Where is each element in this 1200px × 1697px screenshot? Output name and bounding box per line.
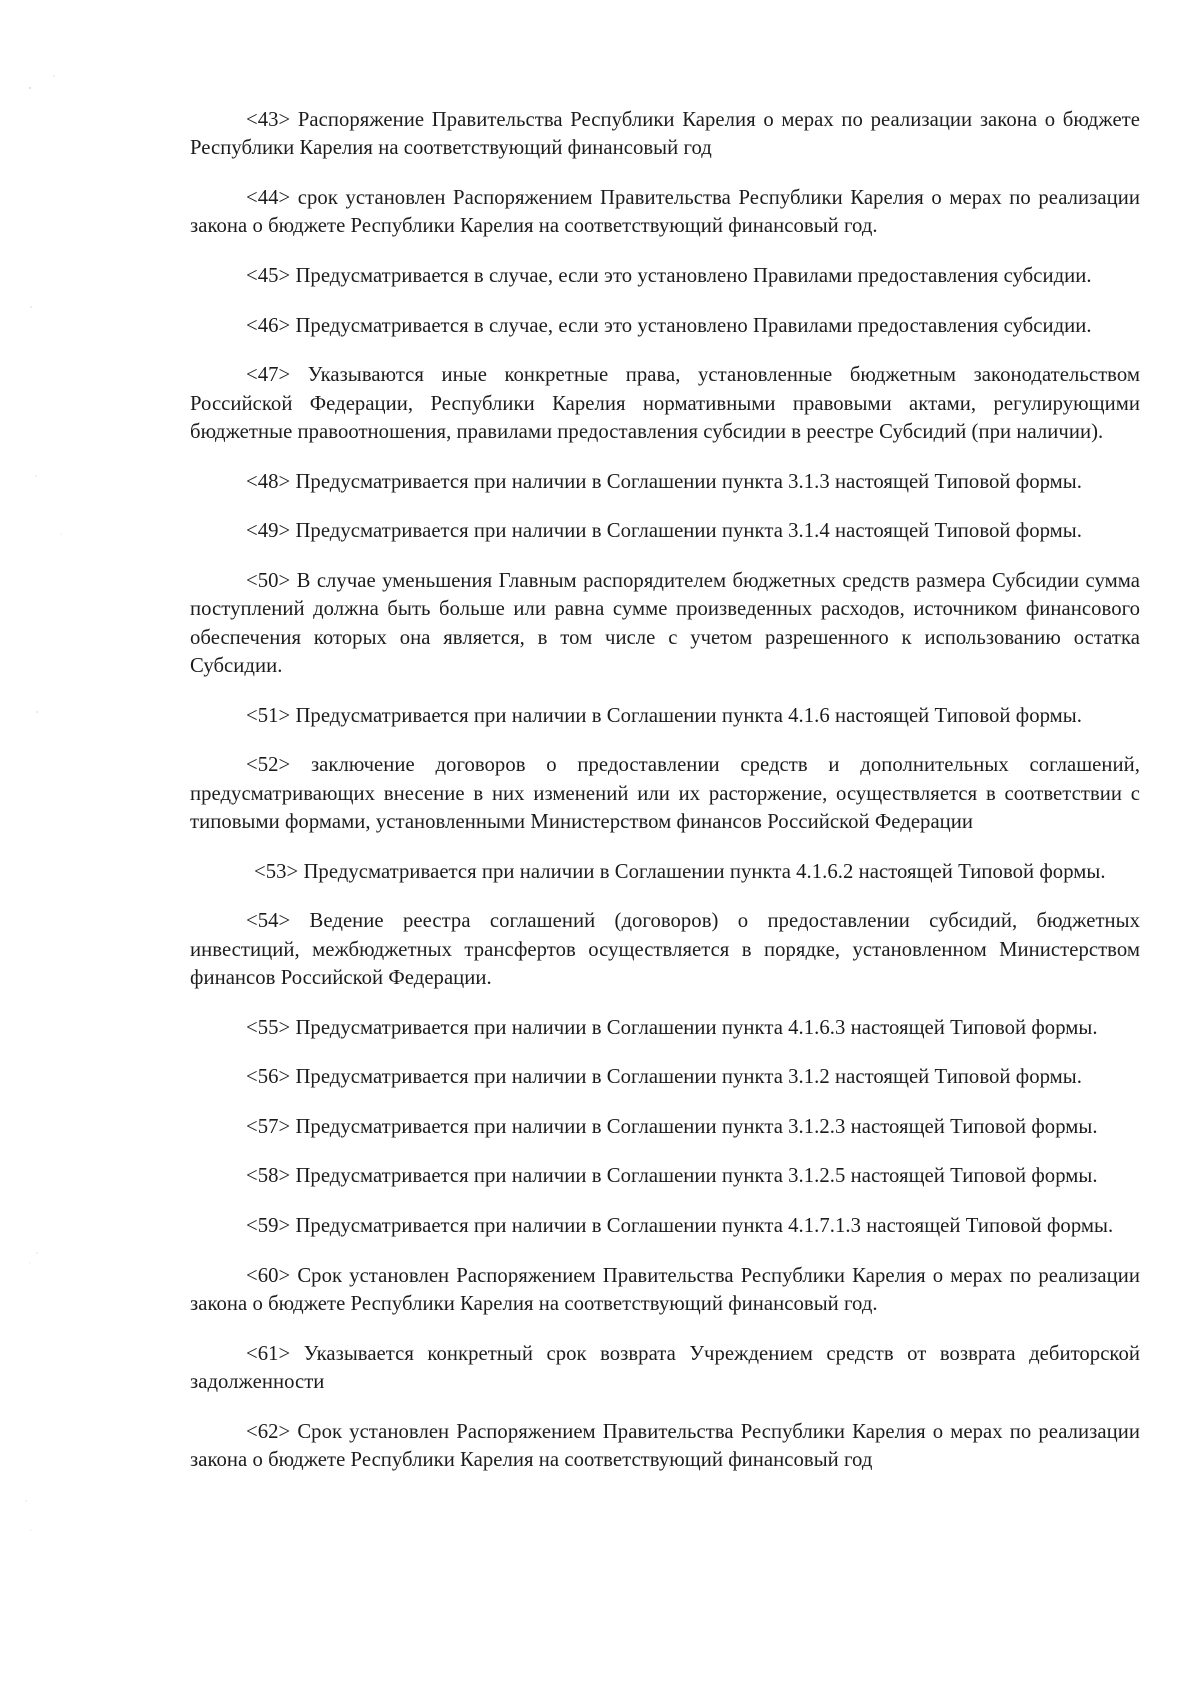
footnote-58: <58> Предусматривается при наличии в Соглашении пункта 3.1.2.5 настоящей Типовой формы. [246, 1165, 1098, 1188]
footnote-52: <52> заключение договоров о предоставлении средств и дополнительных соглашений, предусматривающих внесение в них изменений или их расторжение, осуществляется в соответствии с типовыми формами, установленными Министерством финансов Российской Федерации [190, 754, 1140, 833]
footnote-45: <45> Предусматривается в случае, если это установлено Правилами предоставления субсидии. [246, 265, 1092, 287]
footnotes-list [190, 106, 1140, 1496]
footnote-43: <43> Распоряжение Правительства Республики Карелия о мерах по реализации закона о бюджете Республики Карелия на соответствующий финансовый год [190, 109, 1140, 160]
footnote-44: <44> срок установлен Распоряжением Правительства Республики Карелия о мерах по реализации закона о бюджете Республики Карелия на соответствующий финансовый год. [190, 187, 1140, 238]
footnote-47: <47> Указываются иные конкретные права, установленные бюджетным законодательством Российской Федерации, Республики Карелия нормативными правовыми актами, регулирующими бюджетные правоотношения, правилами предоставления субсидии в реестре Субсидий (при наличии). [190, 364, 1140, 443]
footnote-60: <60> Срок установлен Распоряжением Правительства Республики Карелия о мерах по реализации закона о бюджете Республики Карелия на соответствующий финансовый год. [190, 1264, 1140, 1315]
footnote-48: <48> Предусматривается при наличии в Соглашении пункта 3.1.3 настоящей Типовой формы. [246, 470, 1082, 493]
footnote-49: <49> Предусматривается при наличии в Соглашении пункта 3.1.4 настоящей Типовой формы. [246, 520, 1082, 543]
footnote-50: <50> В случае уменьшения Главным распорядителем бюджетных средств размера Субсидии сумма поступлений должна быть больше или равна сумме произведенных расходов, источником финансового обеспечения которых она является, в том числе с учетом разрешенного к использованию остатка Субсидии. [190, 569, 1140, 677]
footnote-61: <61> Указывается конкретный срок возврата Учреждением средств от возврата дебиторской задолженности [190, 1342, 1140, 1393]
footnote-51: <51> Предусматривается при наличии в Соглашении пункта 4.1.6 настоящей Типовой формы. [246, 704, 1082, 727]
footnote-57: <57> Предусматривается при наличии в Соглашении пункта 3.1.2.3 настоящей Типовой формы. [246, 1115, 1098, 1138]
footnote-46: <46> Предусматривается в случае, если это установлено Правилами предоставления субсидии. [246, 314, 1092, 337]
footnote-54: <54> Ведение реестра соглашений (договоров) о предоставлении субсидий, бюджетных инвестиций, межбюджетных трансфертов осуществляется в порядке, установленном Министерством финансов Российской Федерации. [190, 910, 1140, 989]
footnote-62: <62> Срок установлен Распоряжением Правительства Республики Карелия о мерах по реализации закона о бюджете Республики Карелия на соответствующий финансовый год [190, 1420, 1140, 1471]
footnote-56: <56> Предусматривается при наличии в Соглашении пункта 3.1.2 настоящей Типовой формы. [246, 1066, 1082, 1089]
footnote-53: <53> Предусматривается при наличии в Соглашении пункта 4.1.6.2 настоящей Типовой формы. [254, 860, 1106, 883]
footnote-59: <59> Предусматривается при наличии в Соглашении пункта 4.1.7.1.3 настоящей Типовой формы. [246, 1214, 1114, 1237]
footnote-55: <55> Предусматривается при наличии в Соглашении пункта 4.1.6.3 настоящей Типовой формы. [246, 1016, 1098, 1039]
